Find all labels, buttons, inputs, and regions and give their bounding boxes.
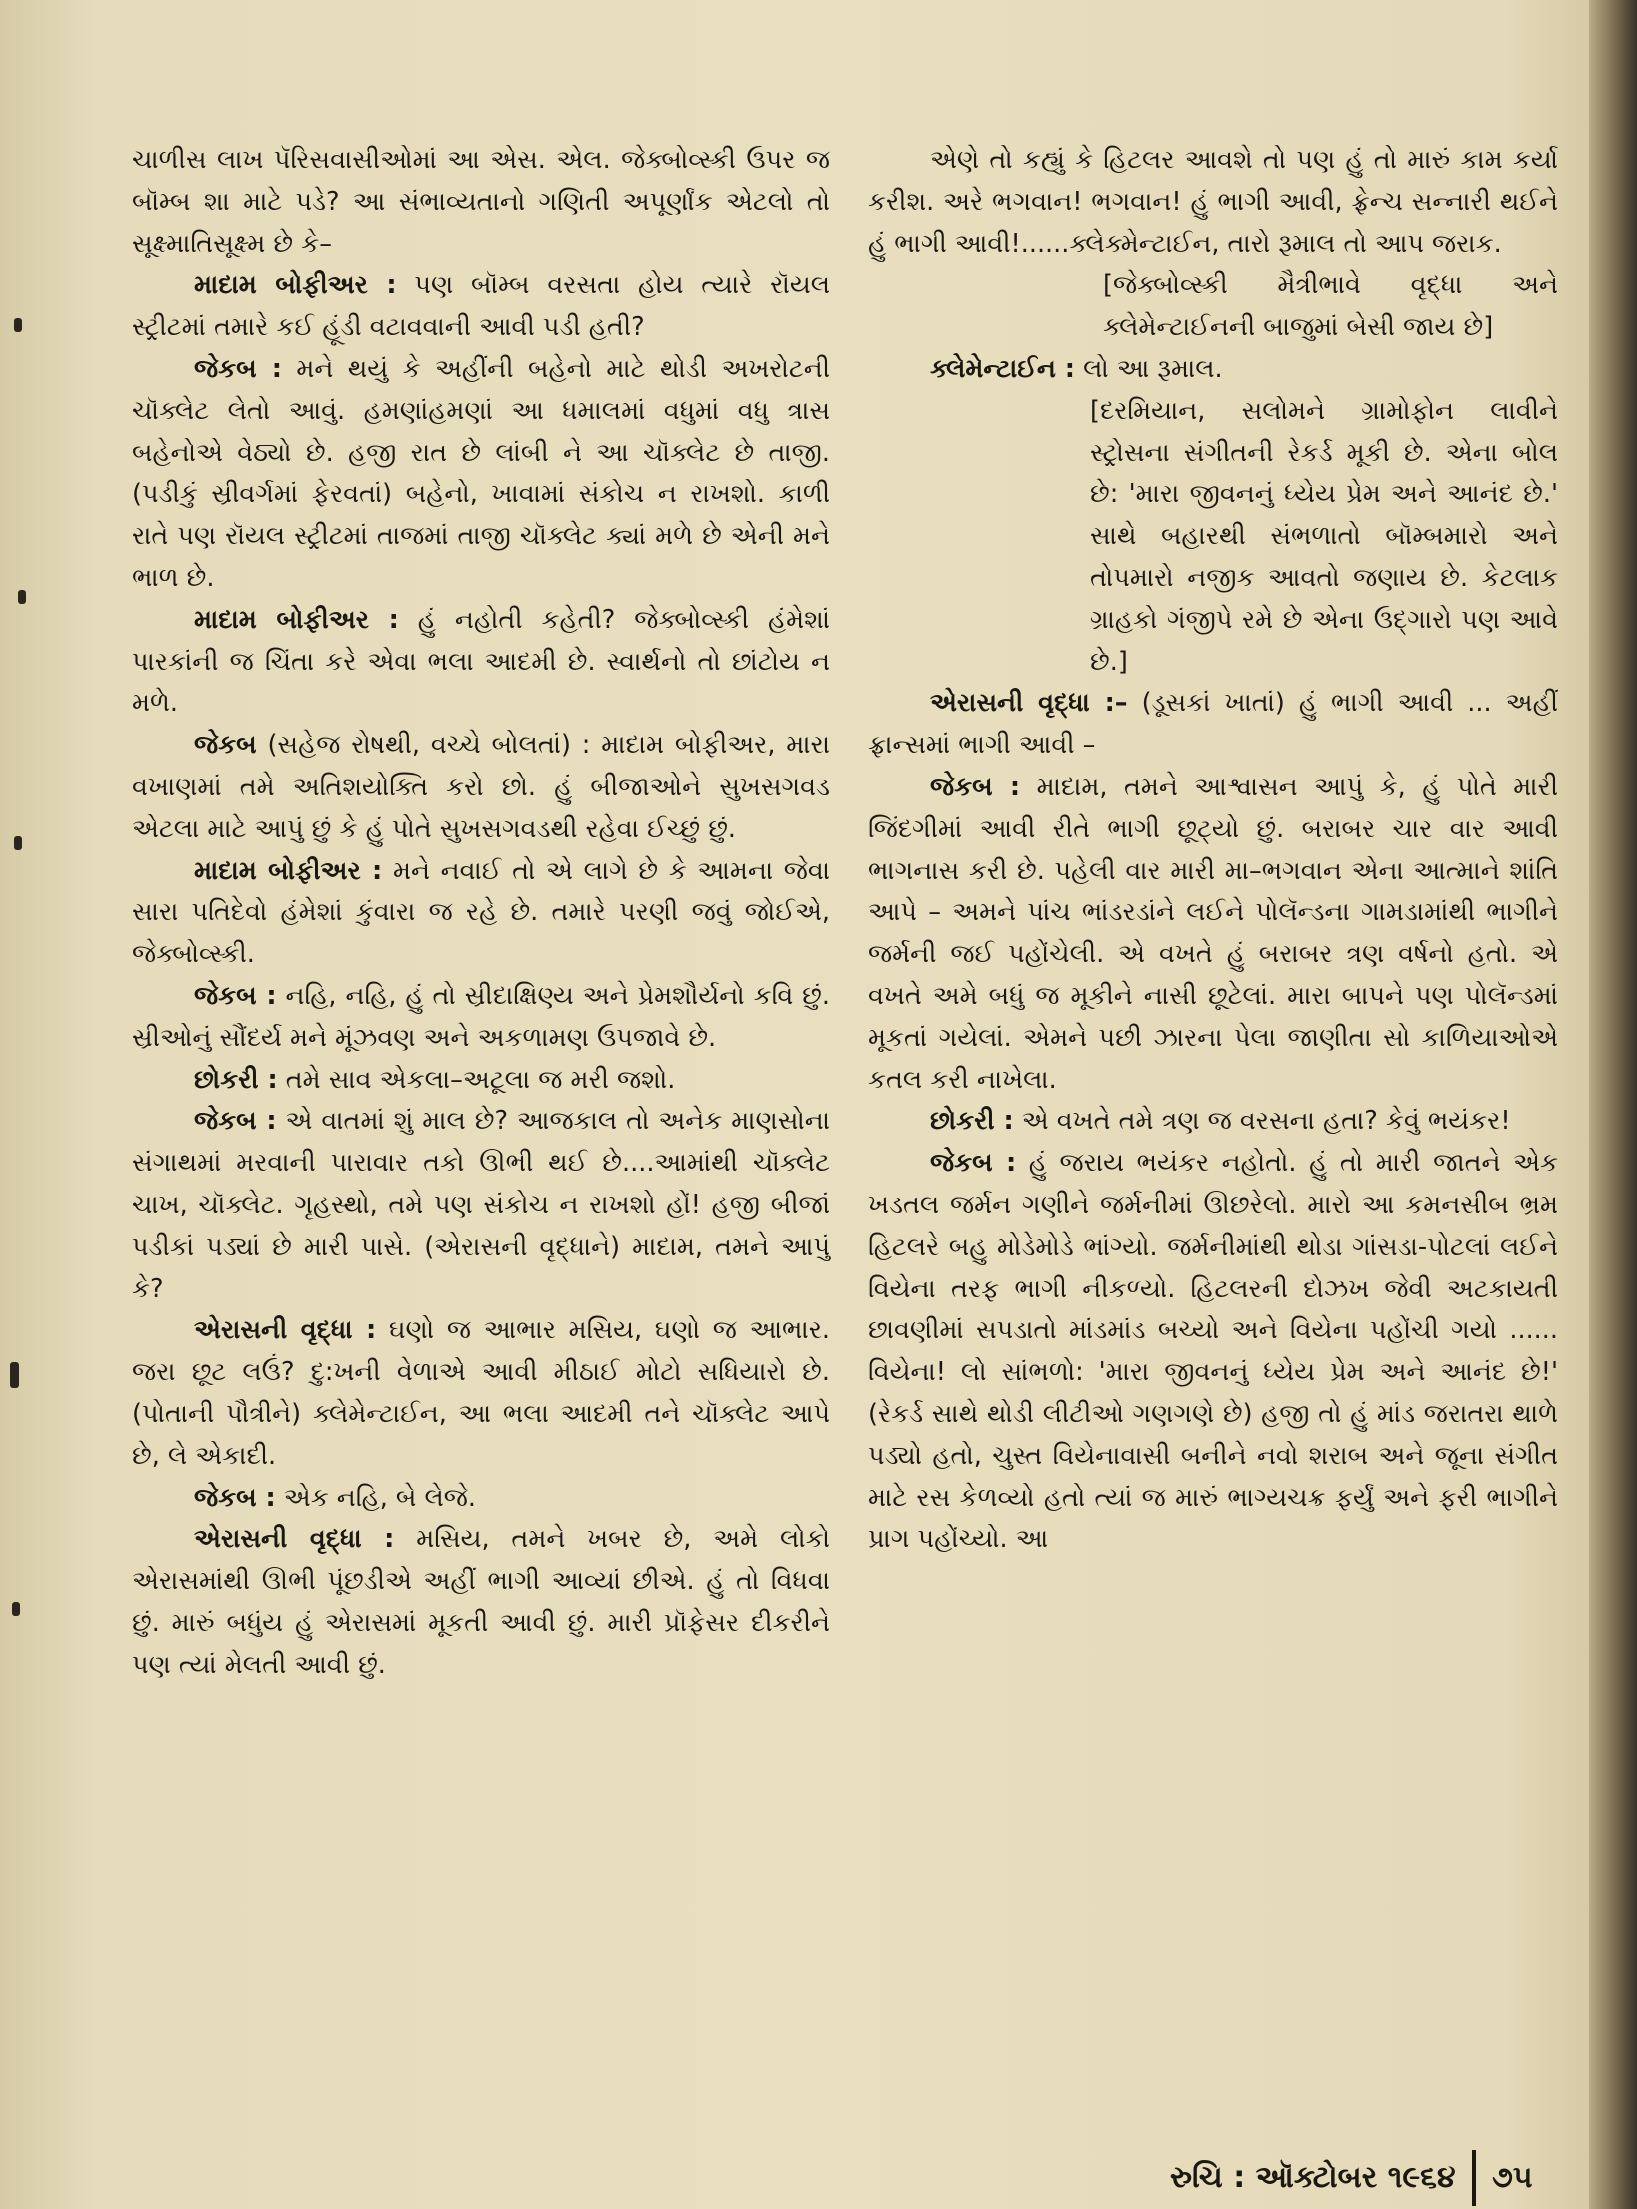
margin-mark: [14, 836, 22, 850]
speaker-name: જેકબ :: [930, 771, 1021, 802]
dialogue-text: નહિ, નહિ, હું તો સ્રીદાક્ષિણ્ય અને પ્રેમશૌર્યનો કવિ છું. સ્રીઓનું સૌંદર્ય મને મૂંઝવણ અને અકળામણ ઉપજાવે છે.: [132, 980, 830, 1053]
speaker-name: છોકરી :: [194, 1064, 278, 1095]
dialogue-paragraph: [132, 349, 830, 600]
stage-direction: [જેક્બોવ્સ્કી મૈત્રીભાવે વૃદ્ધા અને ક્લેમેન્ટાઈનની બાજુમાં બેસી જાય છે]: [1103, 270, 1558, 343]
dialogue-text: (સહેજ રોષથી, વચ્ચે બોલતાં) : માદામ બોફીઅર, મારા વખાણમાં તમે અતિશયોક્તિ કરો છો. હું બીજાઓને સુખસગવડ એટલા માટે આપું છું કે હું પોતે સુખસગવડથી રહેવા ઈચ્છું છું.: [132, 730, 830, 844]
dialogue-paragraph: [132, 725, 830, 850]
dialogue-text: (ડૂસકાં ખાતાં) હું ભાગી આવી ... અહીં ફ્રાન્સમાં ભાગી આવી –: [868, 688, 1558, 761]
speaker-name: એરાસની વૃદ્ધા :: [194, 1524, 395, 1555]
speaker-name: જેકબ :: [930, 1148, 1017, 1179]
dialogue-paragraph: [132, 1519, 830, 1686]
dialogue-paragraph: [868, 349, 1558, 391]
dialogue-text: મસિય, તમને ખબર છે, અમે લોકો એરાસમાંથી ઊભી પૂંછડીએ અહીં ભાગી આવ્યાં છીએ. હું તો વિધવા છું. મારું બધુંય હું એરાસમાં મૂકતી આવી છું. મારી પ્રૉફેસર દીકરીને પણ ત્યાં મેલતી આવી છું.: [132, 1524, 830, 1680]
speaker-name: જેકબ :: [194, 1482, 276, 1513]
dialogue-paragraph: [868, 767, 1558, 1101]
dialogue-text: મને થયું કે અહીંની બહેનો માટે થોડી અખરોટની ચૉક્લેટ લેતો આવું. હમણાંહમણાં આ ધમાલમાં વધુમાં વધુ ત્રાસ બહેનોએ વેઠ્યો છે. હજી રાત છે લાંબી ને આ ચૉક્લેટ છે તાજી. (પડીકું સ્રીવર્ગમાં ફેરવતાં) બહેનો, ખાવામાં સંકોચ ન રાખશો. કાળી રાતે પણ રૉયલ સ્ટ્રીટમાં તાજમાં તાજી ચૉક્લેટ ક્યાં મળે છે એની મને ભાળ છે.: [132, 353, 830, 593]
dialogue-text: માદામ, તમને આશ્વાસન આપું કે, હું પોતે મારી જિંદગીમાં આવી રીતે ભાગી છૂટ્યો છું. બરાબર ચાર વાર આવી ભાગનાસ કરી છે. પહેલી વાર મારી મા–ભગવાન એના આત્માને શાંતિ આપે – અમને પાંચ ભાંડરડાંને લઈને પોલૅન્ડના ગામડામાંથી ભાગીને જર્મની જઈ પહોંચેલી. એ વખતે હું બરાબર ત્રણ વર્ષનો હતો. એ વખતે અમે બધું જ મૂકીને નાસી છૂટેલાં. મારા બાપને પણ પોલૅન્ડમાં મૂકતાં ગયેલાં. એમને પછી ઝારના પેલા જાણીતા સો કાળિયાઓએ કતલ કરી નાખેલા.: [868, 771, 1558, 1095]
dialogue-paragraph: [132, 1478, 830, 1520]
dialogue-paragraph: [132, 1060, 830, 1102]
dialogue-text: પણ બૉમ્બ વરસતા હોય ત્યારે રૉયલ સ્ટ્રીટમાં તમારે કઈ હૂંડી વટાવવાની આવી પડી હતી?: [132, 270, 830, 343]
speaker-name: એરાસની વૃદ્ધા :: [194, 1315, 377, 1346]
dialogue-text: ઘણો જ આભાર મસિય, ઘણો જ આભાર. જરા છૂટ લઉં? દુ:ખની વેળાએ આવી મીઠાઈ મોટો સધિયારો છે. (પોતાની પૌત્રીને) ક્લેમેન્ટાઈન, આ ભલા આદમી તને ચૉક્લેટ આપે છે, લે એકાદી.: [132, 1315, 830, 1471]
margin-mark: [14, 318, 22, 332]
dialogue-text: તમે સાવ એકલા–અટૂલા જ મરી જશો.: [285, 1064, 676, 1095]
intro-paragraph: ચાળીસ લાખ પૅરિસવાસીઓમાં આ એસ. એલ. જેક્બોવ્સ્કી ઉપર જ બૉમ્બ શા માટે પડે? આ સંભાવ્યતાનો ગણિતી અપૂર્ણાંક એટલો તો સૂક્ષ્માતિસૂક્ષ્મ છે કે–: [132, 145, 830, 259]
dialogue-text: એક નહિ, બે લેજે.: [283, 1482, 476, 1513]
right-column: [868, 140, 1558, 1561]
speaker-name: માદામ બોફીઅર :: [194, 270, 397, 301]
dialogue-paragraph: [132, 851, 830, 976]
dialogue-paragraph: [132, 1310, 830, 1477]
speaker-name: જેકબ: [194, 730, 257, 761]
footer-divider: [1472, 2150, 1476, 2206]
margin-mark: [18, 590, 26, 604]
continued-paragraph: એણે તો કહ્યું કે હિટલર આવશે તો પણ હું તો મારું કામ કર્યા કરીશ. અરે ભગવાન! ભગવાન! હું ભાગી આવી, ફ્રેન્ચ સન્નારી થઈને હું ભાગી આવી!......ક્લેક્મેન્ટાઈન, તારો રૂમાલ તો આપ જરાક.: [868, 145, 1558, 259]
dialogue-text: એ વખતે તમે ત્રણ જ વરસના હતા? કેવું ભયંકર!: [1021, 1106, 1511, 1137]
dialogue-text: હું નહોતી કહેતી? જેક્બોવ્સ્કી હંમેશાં પારકાંની જ ચિંતા કરે એવા ભલા આદમી છે. સ્વાર્થનો તો છાંટોય ન મળે.: [132, 604, 830, 719]
speaker-name: માદામ બોફીઅર :: [194, 604, 399, 635]
magazine-issue-label: રુચિ : ઑક્ટોબર ૧૯૬૪: [1170, 2160, 1456, 2195]
dialogue-paragraph: [868, 1101, 1558, 1143]
dialogue-paragraph: [132, 976, 830, 1060]
book-spine: [1589, 0, 1637, 2209]
dialogue-paragraph: [132, 1101, 830, 1310]
margin-mark: [10, 1362, 19, 1388]
page-footer: [1170, 2150, 1560, 2206]
speaker-name: જેકબ :: [194, 353, 282, 384]
dialogue-paragraph: [132, 600, 830, 725]
dialogue-text: લો આ રૂમાલ.: [1083, 353, 1223, 384]
speaker-name: છોકરી :: [930, 1106, 1014, 1137]
dialogue-text: એ વાતમાં શું માલ છે? આજકાલ તો અનેક માણસોના સંગાથમાં મરવાની પારાવાર તકો ઊભી થઈ છે....આમાંથી ચૉક્લેટ ચાખ, ચૉક્લેટ. ગૃહસ્થો, તમે પણ સંકોચ ન રાખશો હોં! હજી બીજાં પડીકાં પડ્યાં છે મારી પાસે. (એરાસની વૃદ્ધાને) માદામ, તમને આપું કે?: [132, 1106, 830, 1304]
dialogue-text: હું જરાય ભયંકર નહોતો. હું તો મારી જાતને એક ખડતલ જર્મન ગણીને જર્મનીમાં ઊછરેલો. મારો આ કમનસીબ ભ્રમ હિટલરે બહુ મોડેમોડે ભાંગ્યો. જર્મનીમાંથી થોડા ગાંસડા-પોટલાં લઈને વિયેના તરફ ભાગી નીકળ્યો. હિટલરની દોઝખ જેવી અટકાયતી છાવણીમાં સપડાતો માંડમાંડ બચ્યો અને વિયેના પહોંચી ગયો ...... વિયેના! લો સાંભળો: 'મારા જીવનનું ધ્યેય પ્રેમ અને આનંદ છે!' (રેકર્ડ સાથે થોડી લીટીઓ ગણગણે છે) હજી તો હું માંડ જરાતરા થાળે પડ્યો હતો, ચુસ્ત વિયેનાવાસી બનીને નવો શરાબ અને જૂના સંગીત માટે રસ કેળવ્યો હતો ત્યાં જ મારું ભાગ્યચક્ર ફર્યું અને ફરી ભાગીને પ્રાગ પહોંચ્યો. આ: [868, 1148, 1559, 1555]
speaker-name: જેકબ :: [194, 980, 277, 1011]
speaker-name: ક્લેમેન્ટાઈન :: [930, 353, 1075, 384]
dialogue-text: મને નવાઈ તો એ લાગે છે કે આમના જેવા સારા પતિદેવો હંમેશાં કુંવારા જ રહે છે. તમારે પરણી જવું જોઈએ, જેક્બોવ્સ્કી.: [132, 855, 831, 970]
speaker-name: એરાસની વૃદ્ધા :–: [930, 688, 1128, 719]
dialogue-paragraph: [132, 265, 830, 349]
speaker-name: માદામ બોફીઅર :: [194, 855, 383, 886]
margin-mark: [12, 1602, 20, 1616]
speaker-name: જેકબ :: [194, 1106, 277, 1137]
left-column: [132, 140, 830, 1686]
stage-direction: [દરમિયાન, સલોમને ગ્રામોફોન લાવીને સ્ટ્રોસના સંગીતની રેકર્ડ મૂકી છે. એના બોલ છે: 'મારા જીવનનું ધ્યેય પ્રેમ અને આનંદ છે.' સાથે બહારથી સંભળાતો બૉમ્બમારો અને તોપમારો નજીક આવતો જણાય છે. કેટલાક ગ્રાહકો ગંજીપે રમે છે એના ઉદ્ગારો પણ આવે છે.]: [1090, 395, 1558, 677]
dialogue-paragraph: [868, 1143, 1558, 1561]
dialogue-paragraph: [868, 683, 1558, 767]
page-number: ૭૫: [1492, 2160, 1533, 2195]
